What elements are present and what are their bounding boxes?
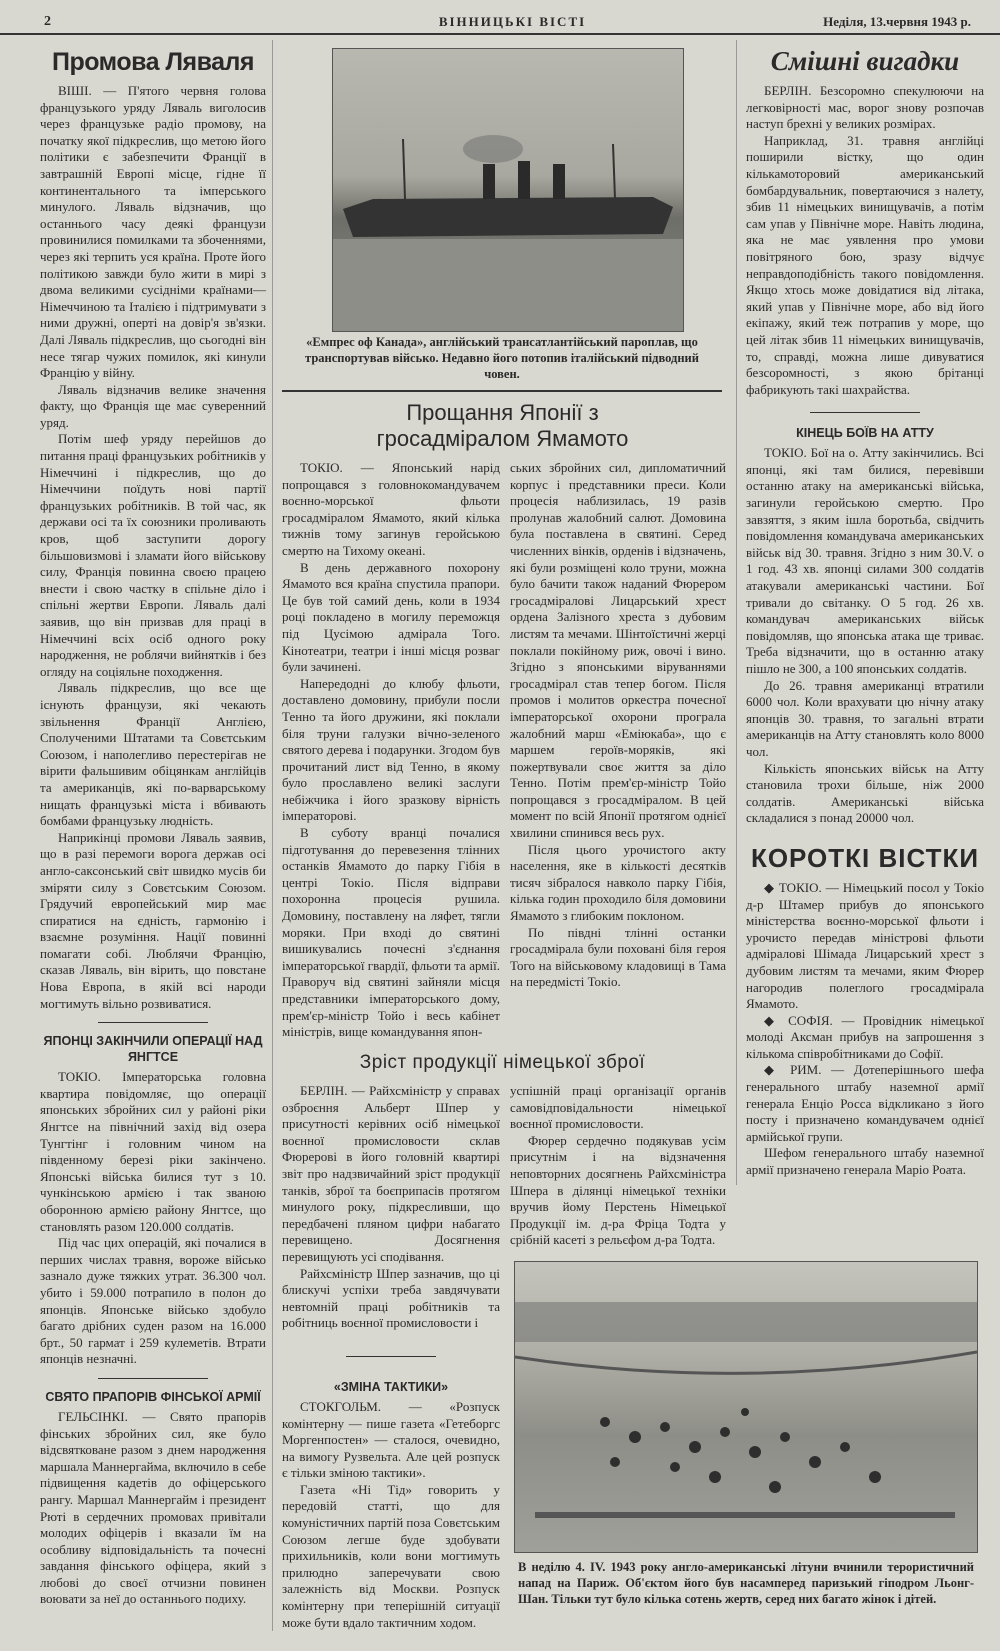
yamamoto-paragraph: По півдні тлінні останки гросадмірала були поховані біля героя Того на військовому кладовищі в Тама на передмісті Токіо. — [510, 924, 726, 990]
brief-item: ◆ СОФІЯ. — Провідник німецької молоді Аксман прибув на запрошення з кількома співробітниками до Софії. — [746, 1012, 984, 1061]
inventions-title: Смішні вигадки — [770, 46, 960, 76]
ship-image — [333, 49, 683, 331]
finland-title: СВЯТО ПРАПОРІВ ФІНСЬКОЇ АРМІЇ — [45, 1389, 261, 1404]
tactics-paragraph: СТОКГОЛЬМ. — «Розпуск комінтерну — пише газета «Гетеборгс Моргенпостен» — сталося, очевидно, на вимогу Рузвельта. Але цей розпуск є тільки зміною тактики». — [282, 1398, 500, 1481]
laval-paragraph: ВІШІ. — П'ятого червня голова французького уряду Ляваль виголосив через французьке радіо промову, на початку якої підкреслив, що метою його політики є забезпечити Франції в завтрашній Европі місце, гідне її континентального та імперського минулого. Ляваль відзначив, що останнього часу деякі французи провинилися помилками та збоченнями, через які терпить уся країна. Проте його політикою завжди було жити в мирі з двома великими сусідніми країнами—Німеччиною та Італією і підтримувати з ними дружні, оперті на довір'я зв'язки. Далі Ляваль підкреслив, що сьогодні він несе тягар чужих помилок, які кинули Францію у війну. — [40, 83, 266, 381]
yamamoto-paragraph: ських збройних сил, дипломатичний корпус і представники преси. Коли процесія наблизилась, 19 разів пролунав жалобний салют. Домовина була поставлена в святині. Серед численних вінків, орденів і відзначень, які були розміщені коло труни, можна було бачити також наданий Фюрером гросадміралові Лицарський хрест ордена Залізного хреста з дубовим листям та мечами. Шінтоїстичні жерці поклали покійному риж, овочі і вино. Згідно з японськими віруваннями гросадмірал став тепер богом. Після промов і молитов оркестра почесної імператорської охорони програла жалобний марш «Еміюкаба», що є маршем героїв-моряків, які пожертвували своє життя за діло Тенно. Потім прем'єр-міністр Тойо попрощався з гросадміралом. В цей момент по всій Японії протягом однієї хвилини спинився весь рух. — [510, 460, 726, 841]
paris-photo-caption: В неділю 4. IV. 1943 року англо-американські літуни вчинили терористичний напад на Париж. Об'єктом його був насамперед паризький гіподром Льонг-Шан. Тільки тут було кілька сотень жертв, серед них багато жінок і дітей. — [518, 1560, 974, 1606]
ship-photo-caption: «Емпрес оф Канада», англійський трансатлантійський пароплав, що транспортував військо. Недавно його потопив італійський підводний човен. — [305, 335, 699, 381]
masthead — [40, 14, 985, 30]
inventions-paragraph: Наприклад, 31. травня англійці поширили вістку, що один кількамоторовий американський бомбардувальник, повертаючися з налету, збив 11 німецьких винищувачів, а потім сам упав у Північне море. Навіть людина, яка не має уявлення про умови повітряного бою, зразу відчує неправдоподібність такого повідомлення. Якщо хтось може довідатися від літака, який упав у Північне море, або від його екіпажу, який теж потрапив у море, що цей літак збив 11 німецьких винищувачів, то, справді, можна лише дивуватися безсоромності, з якою брітанці фабрикують такі шахрайства. — [746, 132, 984, 397]
yamamoto-column-1 — [282, 460, 500, 1041]
issue-date: Неділя, 13.червня 1943 р. — [823, 14, 971, 29]
weapons-paragraph: Райхсміністр Шпер зазначив, що ці блискучі успіхи треба завдячувати невтомній праці робітників та робітниць воєнної промисловости і — [282, 1265, 500, 1331]
weapons-paragraph: успішній праці організації органів самовідповідальности німецької воєнної промисловости. — [510, 1083, 726, 1132]
yamamoto-paragraph: В суботу вранці почалися підготування до перевезення тлінних останків Ямамото до парку Гібія в центрі Токіо. Після відправи похоронна процесія рушила. Домовину, поставлену на ляфет, тягли моряки. При вході до святині вишикувались почесні з'єднання імператорської гвардії, фльоти та армії. Праворуч від святині зайняли місця представники імператорського дому, прем'єр-міністр Тойо і весь кабінет міністрів, вище командування япон- — [282, 825, 500, 1040]
laval-paragraph: Ляваль підкреслив, що все ще існують французи, які чекають звільнення Франції Англією, Сполученими Штатами та Совєтським Союзом, і наполегливо перестерігав не вірити фальшивим обіцянкам англійців та американців, які по-варварському нищать французькі міста і вбивають бомбами французьку людність. — [40, 680, 266, 829]
laval-paragraph: Ляваль відзначив велике значення факту, що Франція ще має суверенний уряд. — [40, 381, 266, 430]
weapons-paragraph: Фюрер сердечно подякував усім присутнім і на відзначення неповторних досягнень Райхсміністра Шпера в ділянці німецької техніки вручив йому Перстень Німецької Продукції ім. д-ра Фріца Тодта у срібній касеті з рельєфом д-ра Тодта. — [510, 1132, 726, 1248]
inventions-paragraph: БЕРЛІН. Безсоромно спекулюючи на легковірності мас, ворог знову розпочав наступ брехні у великих розмірах. — [746, 83, 984, 132]
yamamoto-paragraph: Напередодні до клюбу фльоти, доставлено домовину, прибули посли Тенно та його дружини, які поклали біля труни галузки вічно-зеленого святого дерева і подарунки. Згодом був прочитаний лист від Тенно, в якому було прославлено великі заслуги небіжчика і його зразкову вірність імператорові. — [282, 675, 500, 824]
yangtze-title: ЯПОНЦІ ЗАКІНЧИЛИ ОПЕРАЦІЇ НАД ЯНГТСЕ — [43, 1034, 263, 1065]
tactics-paragraph: Газета «Ні Тід» говорить у передовій статті, що для комуністичних партій поза Совєтським Союзом легше буде здобувати прихильників, коли вони могтимуть прилюдно заперечувати свою залежність від Москви. Розпуск комінтерну при теперішній ситуації може бути вдало тактичним ходом. — [282, 1481, 500, 1630]
attu-title: КІНЕЦЬ БОЇВ НА АТТУ — [796, 426, 934, 441]
brief-item: ◆ ТОКІО. — Німецький посол у Токіо д-р Штамер прибув до японського міністерства воєнно-морської фльоти і урочисто передав міністрові фльоти адміралові Шімада Лицарський хрест з дубовим листям та мечами, яким Фюрер нагородив полеглого гросадмірала Ямамото. — [746, 879, 984, 1012]
newspaper-name: ВІННИЦЬКІ ВІСТІ — [438, 14, 587, 29]
weapons-paragraph: БЕРЛІН. — Райхсміністр у справах озброєння Альберт Шпер у присутності керівних осіб німецької воєнної промисловости склав Фюрерові в його головній квартирі звіт про надзвичайний зріст продукції танків, зброї та боєприпасів протягом минулого року, підкресливши, що передбачені пляном цифри набагато перевищено. Досягнення перевищують усі сподівання. — [282, 1083, 500, 1264]
column-divider — [272, 40, 273, 1631]
briefs-title: КОРОТКІ ВІСТКИ — [750, 842, 980, 873]
page-number: 2 — [44, 14, 51, 29]
weapons-column-2 — [510, 1083, 726, 1249]
ship-photo — [332, 48, 684, 332]
yangtze-paragraph: Під час цих операцій, які почалися в перших числах травня, вороже військо зазнало дуже тяжких утрат. 36.300 чол. убито і 59.000 потрапило в полон до японців. Японське військо здобуло багато дрібних суден разом на 16.000 брт., 50 гармат і 259 кулеметів. Втрати японців незначні. — [40, 1235, 266, 1367]
yamamoto-paragraph: ТОКІО. — Японський нарід попрощався з головнокомандувачем воєнно-морської фльоти гросадміралом Ямамото, який кілька тижнів тому загинув геройською смертю на Тихому океані. — [282, 460, 500, 558]
column-left — [40, 48, 266, 1608]
masthead-rule — [0, 33, 1000, 35]
yamamoto-title: Прощання Японії з гросадміралом Ямамото — [376, 400, 629, 451]
attu-paragraph: До 26. травня американці втратили 6000 чол. Коли врахувати цю нічну атаку японців 30. травня, то загальні втрати американців на Атту становлять коло 8000 чол. — [746, 677, 984, 759]
yangtze-paragraph: ТОКІО. Імператорська головна квартира повідомляє, що операції японських збройних сил у районі ріки Янгтсе на північний захід від озера Тунгтінг і головним чином на південному березі ріки закінчено. Японські війська билися тут з 10. чункінською армією і так званою оборонною армією району Янгтсе, що становлять разом 120.000 солдатів. — [40, 1069, 266, 1234]
column-divider — [736, 40, 737, 1185]
tactics-title: «ЗМІНА ТАКТИКИ» — [333, 1379, 449, 1394]
weapons-column-1 — [282, 1083, 500, 1631]
attu-paragraph: Кількість японських військ на Атту становила трохи більше, ніж 2000 солдатів. Американські війська складалися з понад 20000 чол. — [746, 760, 984, 826]
paris-photo — [514, 1261, 978, 1553]
attu-paragraph: ТОКІО. Бої на о. Атту закінчились. Всі японці, які там билися, перевівши останню атаку на американські війська, загинули геройською смертю. Про завзяття, з яким ішла боротьба, свідчить повідомлення командувача американських військ від 30. травня. Згідно з ним 30.V. о 1 год. 43 хв. японці силами 300 солдатів атакували американські частини. Бої тривали до світанку. О 5 год. 26 хв. командувач американських військ повідомляв, що японська атака ще триває. Треба відзначити, що в останню атаку пішло не 300, а 100 японських солдатів. — [746, 445, 984, 676]
laval-paragraph: Потім шеф уряду перейшов до питання праці французьких робітників у Німеччині і підкреслив, що до Німеччини поїдуть нові партії французьких робітників. В той час, як держави осі та їх союзники проливають кров, щоб заступити дорогу більшовизмові і зламати його військову силу, Франція повинна своєю працею внести і свою частку в спільне діло і спільні жертви Европи. Ляваль далі заявив, що він призвав для праці в Німеччині всіх осіб одного року народження, не роблячи вийнятків і без огляду на соціяльне походження. — [40, 431, 266, 679]
laval-title: Промова Ляваля — [51, 48, 255, 76]
column-right — [746, 46, 984, 1179]
finland-paragraph: ГЕЛЬСІНКІ. — Свято прапорів фінських збройних сил, яке було відсвятковане разом з днем народження маршала Маннергайма, включило в себе підвищення кадетів до офіцерського рангу. Маршал Маннергайм і президент Рюті в сердечних промовах привітали молодих офіцерів і вказали їм на особливу відповідальність та почесні завдання фінського офіцера, який з любові до своєї отчизни повинен воювати за неї до останнього подиху. — [40, 1408, 266, 1607]
brief-item: ◆ РИМ. — Дотеперішнього шефа генерального штабу наземної армії генерала Енціо Росса відкликано з його посту і призначено командувачем однієї армійської групи. — [746, 1062, 984, 1144]
divider — [282, 390, 722, 392]
yamamoto-paragraph: В день державного похорону Ямамото вся країна спустила прапори. Це був той самий день, коли в 1934 році покладено в могилу переможця під Цусімою адмірала Того. Кінотеатри, театри і інші місця розваг були зачинені. — [282, 559, 500, 675]
yamamoto-paragraph: Після цього урочистого акту населення, яке в кількості десятків тисяч зібралося навколо парку Гібія, кілька годин проходило біля домовини Ямамото з глибоким поклоном. — [510, 841, 726, 924]
laval-paragraph: Наприкінці промови Ляваль заявив, що в разі перемоги ворога держав осі англо-саксонський світ швидко мусів би зміряти силу з Совєтським Союзом. Грядучий европейський мир має спиратися на єдність, гармонію і взаємне розуміння. Нації повинні помагати собі. Люблячи Францію, сказав Ляваль, він вірить, що повстане Нова Европа, в якій всі народи могтимуть вільно розвиватися. — [40, 829, 266, 1011]
weapons-title: Зріст продукції німецької зброї — [359, 1052, 646, 1073]
yamamoto-column-2 — [510, 460, 726, 991]
brief-item: Шефом генерального штабу наземної армії призначено генерала Маріо Роата. — [746, 1145, 984, 1178]
